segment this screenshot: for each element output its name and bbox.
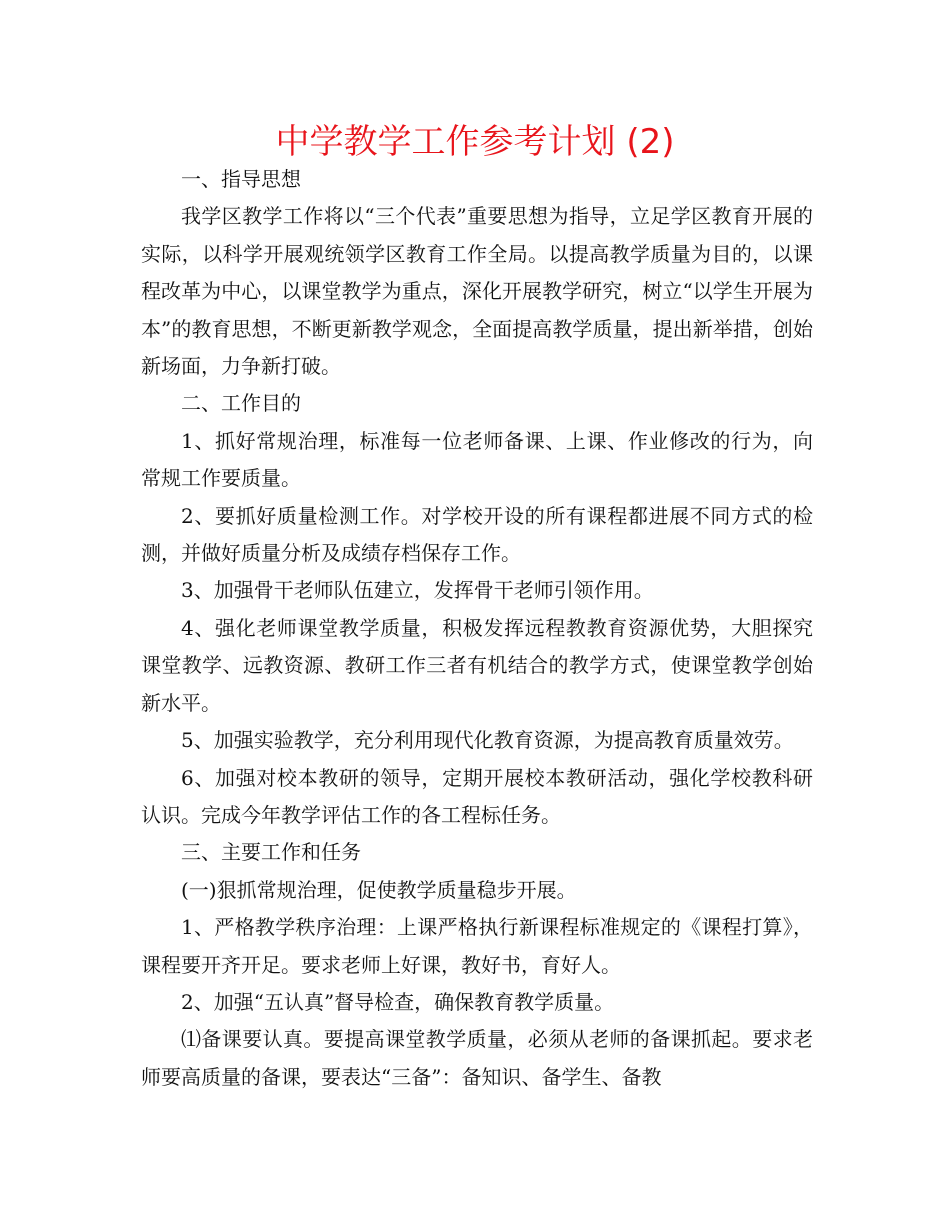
paragraph: 2、要抓好质量检测工作。对学校开设的所有课程都进展不同方式的检测，并做好质量分析及成绩存档保存工作。 (141, 503, 813, 566)
paragraph: 4、强化老师课堂教学质量，积极发挥远程教教育资源优势，大胆探究课堂教学、远教资源、教研工作三者有机结合的教学方式，使课堂教学创始新水平。 (141, 615, 813, 715)
document-body (141, 161, 813, 1096)
paragraph: 5、加强实验教学，充分利用现代化教育资源，为提高教育质量效劳。 (181, 728, 794, 753)
paragraph: ⑴备课要认真。要提高课堂教学质量，必须从老师的备课抓起。要求老师要高质量的备课，要表达“三备”：备知识、备学生、备教 (141, 1027, 813, 1089)
paragraph: 1、抓好常规治理，标准每一位老师备课、上课、作业修改的行为，向常规工作要质量。 (141, 428, 813, 491)
paragraph: 3、加强骨干老师队伍建立，发挥骨干老师引领作用。 (181, 578, 654, 603)
paragraph: 6、加强对校本教研的领导，定期开展校本教研活动，强化学校教科研认识。完成今年教学评估工作的各工程标任务。 (141, 765, 813, 827)
paragraph: 我学区教学工作将以“三个代表”重要思想为指导，立足学区教育开展的实际，以科学开展观统领学区教育工作全局。以提高教学质量为目的，以课程改革为中心，以课堂教学为重点，深化开展教学研究，树立“以学生开展为本”的教育思想，不断更新教学观念，全面提高教学质量，提出新举措，创始新场面，力争新打破。 (141, 204, 813, 379)
paragraph: (一)狠抓常规治理，促使教学质量稳步开展。 (181, 877, 577, 902)
section-heading: 三、主要工作和任务 (181, 840, 361, 865)
paragraph: 2、加强“五认真”督导检查，确保教育教学质量。 (181, 989, 615, 1014)
paragraph: 1、严格教学秩序治理：上课严格执行新课程标准规定的《课程打算》，课程要开齐开足。要求老师上好课，教好书，育好人。 (141, 915, 813, 977)
section-heading: 一、指导思想 (181, 167, 301, 191)
section-heading: 二、工作目的 (181, 391, 301, 416)
document-title: 中学教学工作参考计划 (2) (275, 122, 675, 162)
